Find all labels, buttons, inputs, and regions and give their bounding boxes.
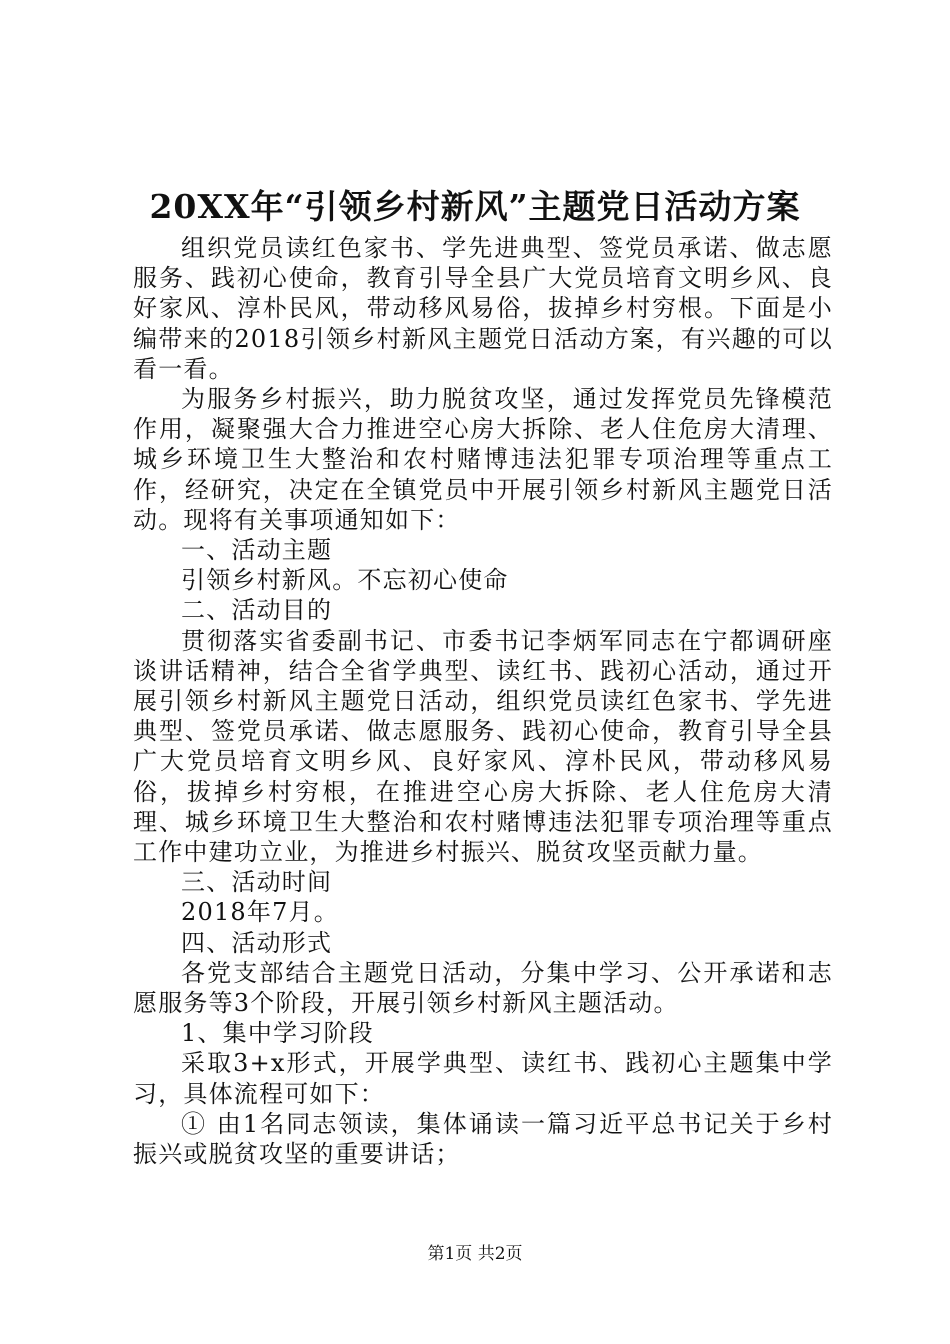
page-footer: 第1页 共2页	[427, 1244, 523, 1264]
subsection-heading-study: 1、集中学习阶段	[181, 1019, 374, 1048]
study-paragraph: 采取3+x形式，开展学典型、读红书、践初心主题集中学习，具体流程可如下：	[133, 1049, 833, 1108]
section-heading-theme: 一、活动主题	[181, 536, 333, 565]
theme-paragraph: 引领乡村新风。不忘初心使命	[181, 566, 509, 595]
section-heading-form: 四、活动形式	[181, 928, 333, 957]
document-title: 20XX年“引领乡村新风”主题党日活动方案	[149, 187, 801, 226]
study-step-1: ① 由1名同志领读，集体诵读一篇习近平总书记关于乡村振兴或脱贫攻坚的重要讲话；	[133, 1109, 833, 1169]
intro-paragraph: 组织党员读红色家书、学先进典型、签党员承诺、做志愿服务、践初心使命，教育引导全县广大党员培育文明乡风、良好家风、淳朴民风，带动移风易俗，拔掉乡村穷根。下面是小编带来的2018引领乡村新风主题党日活动方案，有兴趣的可以看一看。	[133, 234, 833, 383]
purpose-paragraph: 为服务乡村振兴，助力脱贫攻坚，通过发挥党员先锋模范作用，凝聚强大合力推进空心房大拆除、老人住危房大清理、城乡环境卫生大整治和农村赌博违法犯罪专项治理等重点工作，经研究，决定在全镇党员中开展引领乡村新风主题党日活动。现将有关事项通知如下：	[133, 385, 833, 534]
document-body	[133, 233, 833, 1169]
goal-paragraph: 贯彻落实省委副书记、市委书记李炳军同志在宁都调研座谈讲话精神，结合全省学典型、读红书、践初心活动，通过开展引领乡村新风主题党日活动，组织党员读红色家书、学先进典型、签党员承诺、做志愿服务、践初心使命，教育引导全县广大党员培育文明乡风、良好家风、淳朴民风，带动移风易俗，拔掉乡村穷根，在推进空心房大拆除、老人住危房大清理、城乡环境卫生大整治和农村赌博违法犯罪专项治理等重点工作中建功立业，为推进乡村振兴、脱贫攻坚贡献力量。	[133, 626, 833, 867]
section-heading-time: 三、活动时间	[181, 868, 333, 897]
section-heading-goal: 二、活动目的	[181, 596, 333, 625]
time-paragraph: 2018年7月。	[181, 898, 339, 927]
form-paragraph: 各党支部结合主题党日活动，分集中学习、公开承诺和志愿服务等3个阶段，开展引领乡村新风主题活动。	[133, 958, 833, 1018]
